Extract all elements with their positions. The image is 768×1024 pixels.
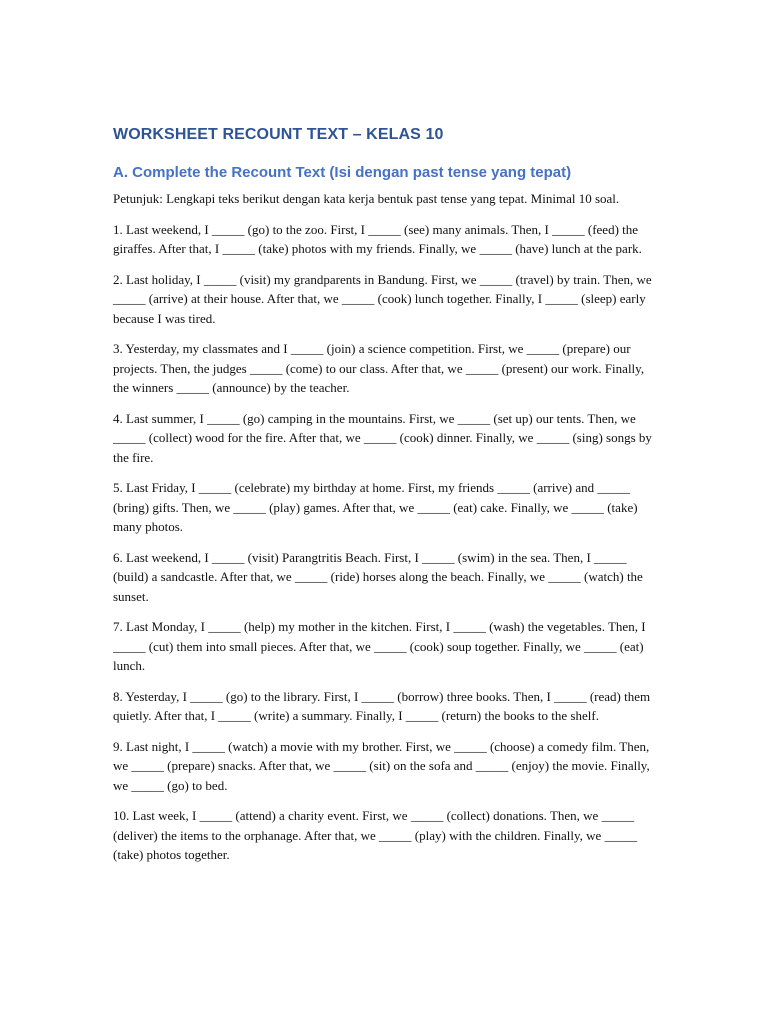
exercise-item-3: 3. Yesterday, my classmates and I _____ (join) a science competition. First, we _____ (prepare) our projects. Then, the judges _____ (come) to our class. After that, we _____ (present) our work. Finally, the winners _____ (announce) by the teacher.	[113, 341, 645, 395]
exercise-item-7: 7. Last Monday, I _____ (help) my mother in the kitchen. First, I _____ (wash) the vegetables. Then, I _____ (cut) them into small pieces. After that, we _____ (cook) soup together. Finally, we _____ (eat) lunch.	[113, 619, 646, 673]
exercise-item-4: 4. Last summer, I _____ (go) camping in the mountains. First, we _____ (set up) our tents. Then, we _____ (collect) wood for the fire. After that, we _____ (cook) dinner. Finally, we _____ (sing) songs by the fire.	[113, 410, 652, 465]
worksheet-title: WORKSHEET RECOUNT TEXT – KELAS 10	[113, 126, 444, 143]
exercise-item-9: 9. Last night, I _____ (watch) a movie with my brother. First, we _____ (choose) a comedy film. Then, we _____ (prepare) snacks. After that, we _____ (sit) on the sofa and _____ (enjoy) the movie. Finally, we _____ (go) to bed.	[113, 738, 650, 793]
exercise-item-8: 8. Yesterday, I _____ (go) to the library. First, I _____ (borrow) three books. Then, I _____ (read) them quietly. After that, I _____ (write) a summary. Finally, I _____ (return) the books to the shelf.	[113, 688, 651, 723]
exercise-list	[113, 220, 658, 865]
exercise-item-1: 1. Last weekend, I _____ (go) to the zoo. First, I _____ (see) many animals. Then, I _____ (feed) the giraffes. After that, I _____ (take) photos with my friends. Finally, we _____ (have) lunch at the park.	[113, 221, 642, 256]
exercise-item-2: 2. Last holiday, I _____ (visit) my grandparents in Bandung. First, we _____ (travel) by train. Then, we _____ (arrive) at their house. After that, we _____ (cook) lunch together. Finally, I _____ (sleep) early because I was tired.	[113, 271, 652, 326]
exercise-item-6: 6. Last weekend, I _____ (visit) Parangtritis Beach. First, I _____ (swim) in the sea. Then, I _____ (build) a sandcastle. After that, we _____ (ride) horses along the beach. Finally, we _____ (watch) the sunset.	[113, 549, 643, 604]
exercise-item-5: 5. Last Friday, I _____ (celebrate) my birthday at home. First, my friends _____ (arrive) and _____ (bring) gifts. Then, we _____ (play) games. After that, we _____ (eat) cake. Finally, we _____ (take) many photos.	[113, 480, 638, 534]
section-a-heading: A. Complete the Recount Text (Isi dengan past tense yang tepat)	[113, 164, 572, 181]
exercise-item-10: 10. Last week, I _____ (attend) a charity event. First, we _____ (collect) donations. Then, we _____ (deliver) the items to the orphanage. After that, we _____ (play) with the children. Finally, we _____ (take) photos together.	[113, 808, 638, 862]
instruction-text: Petunjuk: Lengkapi teks berikut dengan kata kerja bentuk past tense yang tepat. Minimal 10 soal.	[113, 191, 620, 206]
worksheet-page	[113, 124, 658, 876]
